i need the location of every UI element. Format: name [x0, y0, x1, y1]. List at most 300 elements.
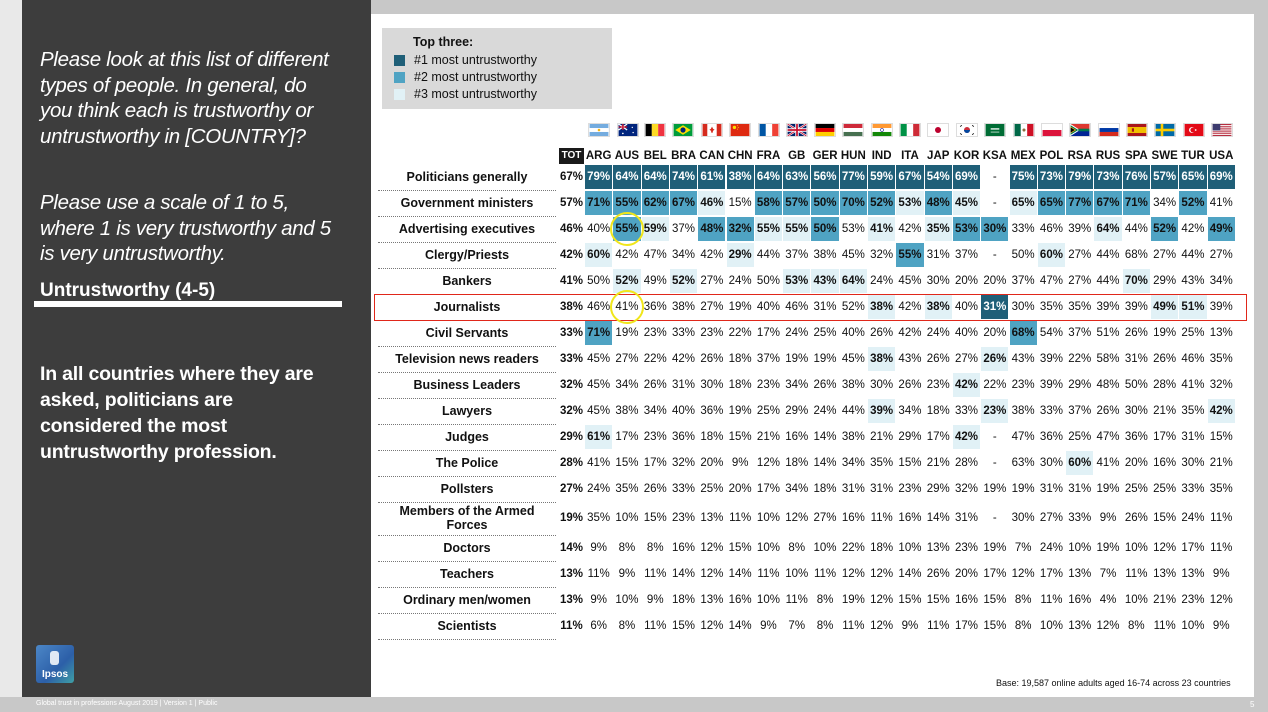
table-cell: 18% [728, 353, 752, 365]
table-cell: 15% [1209, 431, 1233, 443]
table-cell: 44% [1096, 275, 1120, 287]
table-cell: 31% [870, 483, 894, 495]
row-label: Bankers [442, 274, 492, 288]
table-cell: 32% [559, 379, 584, 391]
table-cell: 20% [700, 457, 724, 469]
table-cell: 31% [841, 483, 865, 495]
table-cell: 11% [644, 568, 667, 580]
table-cell: 8% [1014, 594, 1032, 606]
table-cell: 23% [1181, 594, 1205, 606]
table-cell: 27% [1068, 275, 1092, 287]
table-cell: 45% [841, 249, 865, 261]
table-cell: 26% [926, 353, 950, 365]
table-cell: 32% [870, 249, 894, 261]
table-cell: 17% [983, 568, 1007, 580]
table-cell: 20% [1124, 457, 1148, 469]
table-cell: 43% [1181, 275, 1205, 287]
table-cell: 39% [1209, 301, 1233, 313]
table-cell: 41% [1096, 457, 1120, 469]
table-cell: 32% [1209, 379, 1233, 391]
table-cell: 70% [840, 191, 867, 215]
table-cell: 30% [700, 379, 724, 391]
column-header-mex: MEX [1010, 150, 1036, 162]
table-cell: 52% [841, 301, 865, 313]
scale-text: Please use a scale of 1 to 5, where 1 is very trustworthy and 5 is very untrustworthy. [40, 191, 331, 265]
table-cell: 23% [1011, 379, 1035, 391]
table-cell: 60% [1066, 451, 1093, 475]
table-cell: 9% [646, 594, 664, 606]
table-cell: 27% [1068, 249, 1092, 261]
table-cell: 46% [1181, 353, 1205, 365]
table-cell: 67% [1094, 191, 1121, 215]
row-label: Judges [445, 430, 489, 444]
table-cell: 44% [1096, 249, 1120, 261]
table-cell: 42% [559, 249, 584, 261]
table-cell: 8% [1014, 620, 1032, 632]
table-cell: 67% [559, 171, 584, 183]
table-cell: 14% [926, 512, 950, 524]
table-cell: 40% [955, 327, 979, 339]
table-cell: 8% [788, 542, 806, 554]
table-cell: 12% [756, 457, 780, 469]
table-cell: 38% [615, 405, 639, 417]
table-cell: 18% [785, 457, 809, 469]
table-cell: 45% [898, 275, 922, 287]
column-header-bel: BEL [643, 150, 667, 162]
table-cell: 13% [700, 594, 724, 606]
table-cell: 11% [813, 568, 837, 580]
table-cell: 10% [1039, 620, 1063, 632]
table-cell: 21% [926, 457, 950, 469]
row-label: Clergy/Priests [424, 248, 510, 262]
table-cell: 25% [700, 483, 724, 495]
table-cell: 15% [926, 594, 950, 606]
table-cell: 36% [1124, 431, 1148, 443]
table-cell: 25% [756, 405, 780, 417]
highlight-circle [610, 212, 644, 246]
summary-text: In all countries where they are asked, politicians are considered the most untrustworthy profession. [40, 363, 314, 463]
table-cell: 77% [1066, 191, 1093, 215]
table-cell: 19% [983, 483, 1007, 495]
table-cell: 28% [559, 457, 584, 469]
table-cell: 19% [1153, 327, 1177, 339]
table-cell: - [992, 249, 997, 261]
table-cell: 48% [925, 191, 952, 215]
table-cell: 12% [1096, 620, 1120, 632]
table-cell: 42% [898, 223, 922, 235]
table-cell: 12% [785, 512, 809, 524]
table-cell: 49% [1208, 217, 1235, 241]
table-cell: 15% [672, 620, 696, 632]
table-cell: 13% [559, 568, 584, 580]
table-cell: 30% [1011, 512, 1035, 524]
column-header-spa: SPA [1124, 150, 1148, 162]
table-cell: 33% [955, 405, 979, 417]
table-cell: 60% [1038, 243, 1065, 267]
table-cell: 38% [868, 347, 895, 371]
table-cell: 14% [728, 568, 752, 580]
table-cell: 29% [1153, 275, 1177, 287]
table-cell: 8% [816, 620, 834, 632]
table-cell: 10% [785, 568, 809, 580]
column-header-tur: TUR [1181, 150, 1205, 162]
table-cell: 11% [842, 620, 865, 632]
table-cell: 35% [870, 457, 894, 469]
table-cell: 15% [615, 457, 639, 469]
table-cell: 33% [672, 327, 696, 339]
table-cell: 10% [1124, 542, 1148, 554]
table-cell: 33% [672, 483, 696, 495]
table-cell: 11% [785, 594, 808, 606]
footer-text: Global trust in professions August 2019 | Version 1 | Public [36, 700, 218, 707]
table-cell: 26% [700, 353, 724, 365]
table-cell: 12% [1153, 542, 1177, 554]
table-cell: 13% [559, 594, 584, 606]
table-cell: 48% [1096, 379, 1120, 391]
table-cell: 15% [898, 594, 922, 606]
table-cell: 35% [1068, 301, 1092, 313]
table-cell: 11% [1210, 512, 1233, 524]
table-cell: 22% [983, 379, 1007, 391]
table-cell: 10% [1181, 620, 1205, 632]
table-cell: 34% [615, 379, 639, 391]
table-cell: 34% [785, 483, 809, 495]
table-cell: 50% [1011, 249, 1035, 261]
table-cell: 28% [1153, 379, 1177, 391]
table-cell: 26% [643, 483, 667, 495]
table-cell: 52% [868, 191, 895, 215]
column-header-hun: HUN [840, 150, 866, 162]
table-cell: 57% [559, 197, 584, 209]
table-cell: 45% [841, 353, 865, 365]
table-cell: 45% [587, 405, 611, 417]
table-cell: 38% [727, 165, 754, 189]
table-cell: 15% [983, 594, 1007, 606]
table-cell: 24% [587, 483, 611, 495]
table-cell: 11% [1040, 594, 1063, 606]
table-cell: 14% [813, 457, 837, 469]
table-cell: 8% [618, 620, 636, 632]
table-cell: 35% [587, 512, 611, 524]
table-cell: 37% [785, 249, 809, 261]
table-cell: 42% [700, 249, 724, 261]
legend-label: #3 most untrustworthy [414, 87, 537, 101]
table-cell: 45% [953, 191, 980, 215]
table-cell: 12% [700, 542, 724, 554]
table-cell: 38% [813, 249, 837, 261]
base-note: Base: 19,587 online adults aged 16-74 across 23 countries [996, 678, 1231, 688]
table-cell: 31% [1181, 431, 1205, 443]
table-cell: 25% [1153, 483, 1177, 495]
table-cell: 27% [559, 483, 584, 495]
table-cell: 46% [587, 301, 611, 313]
table-cell: 26% [1124, 512, 1148, 524]
table-cell: 11% [870, 512, 893, 524]
table-cell: 13% [1209, 327, 1233, 339]
table-cell: 7% [788, 620, 806, 632]
row-label: Civil Servants [425, 326, 509, 340]
table-cell: 47% [643, 249, 667, 261]
table-cell: 21% [1153, 405, 1177, 417]
table-cell: 19% [983, 542, 1007, 554]
table-cell: 11% [644, 620, 667, 632]
table-cell: 23% [672, 512, 696, 524]
table-cell: 35% [1209, 483, 1233, 495]
table-cell: 16% [672, 542, 696, 554]
table-cell: 42% [898, 327, 922, 339]
table-cell: 15% [983, 620, 1007, 632]
table-cell: 20% [955, 568, 979, 580]
table-cell: 8% [816, 594, 834, 606]
table-cell: 70% [1123, 269, 1150, 293]
table-cell: 16% [955, 594, 979, 606]
table-cell: 21% [1209, 457, 1233, 469]
table-cell: 12% [870, 594, 894, 606]
table-cell: 26% [981, 347, 1008, 371]
table-cell: 30% [870, 379, 894, 391]
table-cell: 37% [756, 353, 780, 365]
table-cell: 10% [756, 512, 780, 524]
table-cell: 13% [700, 512, 724, 524]
table-cell: 21% [870, 431, 894, 443]
table-cell: 40% [587, 223, 611, 235]
table-cell: 12% [870, 568, 894, 580]
table-cell: 15% [728, 197, 752, 209]
table-cell: 56% [811, 165, 838, 189]
table-cell: 13% [1181, 568, 1205, 580]
table-cell: 9% [1212, 568, 1230, 580]
table-cell: 39% [1039, 379, 1063, 391]
table-cell: 44% [756, 249, 780, 261]
table-cell: 14% [559, 542, 584, 554]
table-cell: 8% [618, 542, 636, 554]
table-cell: 51% [1179, 295, 1206, 319]
table-cell: 57% [783, 191, 810, 215]
table-cell: 9% [618, 568, 636, 580]
table-cell: 16% [1153, 457, 1177, 469]
table-cell: 12% [700, 568, 724, 580]
table-cell: 22% [643, 353, 667, 365]
table-cell: 43% [898, 353, 922, 365]
table-cell: 11% [927, 620, 950, 632]
table-cell: 14% [728, 620, 752, 632]
table-cell: 65% [1179, 165, 1206, 189]
table-cell: 39% [1068, 223, 1092, 235]
table-cell: 42% [898, 301, 922, 313]
table-cell: 10% [898, 542, 922, 554]
table-cell: 12% [1011, 568, 1035, 580]
table-cell: 29% [1068, 379, 1092, 391]
table-cell: 35% [615, 483, 639, 495]
table-cell: 24% [813, 405, 837, 417]
table-cell: 10% [615, 594, 639, 606]
table-cell: 57% [1151, 165, 1178, 189]
table-cell: 23% [926, 379, 950, 391]
table-cell: 11% [1125, 568, 1148, 580]
table-cell: 46% [559, 223, 584, 235]
table-cell: 19% [841, 594, 865, 606]
table-cell: 9% [590, 594, 607, 606]
table-cell: 34% [1209, 275, 1233, 287]
row-divider [378, 639, 556, 640]
table-cell: 21% [756, 431, 780, 443]
table-cell: 13% [1068, 620, 1092, 632]
table-cell: 37% [955, 249, 979, 261]
table-cell: 25% [813, 327, 837, 339]
table-cell: 41% [868, 217, 895, 241]
table-cell: 15% [1153, 512, 1177, 524]
table-cell: 50% [1124, 379, 1148, 391]
table-cell: 50% [587, 275, 611, 287]
table-cell: 19% [1096, 542, 1120, 554]
row-label: Ordinary men/women [403, 593, 531, 607]
table-cell: 68% [1124, 249, 1148, 261]
column-header-bra: BRA [671, 150, 696, 162]
table-cell: 53% [896, 191, 923, 215]
row-label: Scientists [437, 619, 497, 633]
table-cell: 52% [670, 269, 697, 293]
table-cell: 31% [1068, 483, 1092, 495]
table-cell: 67% [896, 165, 923, 189]
table-cell: 18% [672, 594, 696, 606]
table-cell: 4% [1099, 594, 1117, 606]
table-cell: 19% [785, 353, 809, 365]
table-cell: 39% [1124, 301, 1148, 313]
table-cell: 22% [728, 327, 752, 339]
table-cell: 26% [643, 379, 667, 391]
table-cell: 29% [926, 483, 950, 495]
table-cell: 10% [813, 542, 837, 554]
table-cell: 44% [841, 405, 865, 417]
table-cell: 19% [813, 353, 837, 365]
table-cell: 27% [813, 512, 837, 524]
table-cell: 35% [1209, 353, 1233, 365]
table-cell: 9% [1212, 620, 1230, 632]
table-cell: 30% [1039, 457, 1063, 469]
table-cell: 16% [898, 512, 922, 524]
table-cell: 26% [1124, 327, 1148, 339]
table-cell: 43% [811, 269, 838, 293]
table-cell: 46% [698, 191, 725, 215]
table-cell: 9% [901, 620, 919, 632]
table-cell: 41% [1209, 197, 1233, 209]
table-cell: 11% [1210, 542, 1233, 554]
table-cell: 11% [729, 512, 752, 524]
table-cell: 64% [642, 165, 669, 189]
row-label: Television news readers [395, 352, 539, 366]
table-cell: 52% [613, 269, 640, 293]
table-cell: 64% [755, 165, 782, 189]
row-label: Politicians generally [406, 170, 528, 184]
column-header-jap: JAP [927, 150, 950, 162]
table-cell: 17% [643, 457, 667, 469]
table-cell: 19% [728, 405, 752, 417]
table-cell: 64% [840, 269, 867, 293]
column-header-pol: POL [1039, 150, 1064, 162]
table-cell: 17% [756, 327, 780, 339]
column-header-fra: FRA [756, 150, 781, 162]
table-cell: 21% [1153, 594, 1177, 606]
table-cell: 18% [813, 483, 837, 495]
table-cell: 34% [1153, 197, 1177, 209]
table-cell: 76% [1123, 165, 1150, 189]
table-cell: 16% [785, 431, 809, 443]
table-cell: 30% [1124, 405, 1148, 417]
table-cell: 73% [1094, 165, 1121, 189]
table-cell: 43% [1011, 353, 1035, 365]
table-cell: 55% [755, 217, 782, 241]
table-cell: 23% [643, 327, 667, 339]
table-cell: 23% [955, 542, 979, 554]
table-cell: 16% [841, 512, 865, 524]
table-cell: 17% [615, 431, 639, 443]
table-cell: 31% [955, 512, 979, 524]
table-cell: 27% [700, 301, 724, 313]
table-cell: 75% [1010, 165, 1037, 189]
table-cell: 10% [756, 542, 780, 554]
table-cell: 53% [953, 217, 980, 241]
table-cell: 24% [1181, 512, 1205, 524]
column-header-swe: SWE [1151, 150, 1178, 162]
table-cell: 63% [1011, 457, 1035, 469]
table-cell: 41% [615, 301, 639, 313]
column-header-can: CAN [699, 150, 725, 162]
table-cell: - [992, 512, 997, 524]
table-cell: 16% [1068, 594, 1092, 606]
table-cell: 17% [955, 620, 979, 632]
table-cell: 35% [1181, 405, 1205, 417]
table-cell: 14% [672, 568, 696, 580]
table-cell: 22% [841, 542, 865, 554]
table-cell: - [992, 457, 997, 469]
table-cell: 40% [672, 405, 696, 417]
table-cell: 38% [672, 301, 696, 313]
table-cell: 24% [1039, 542, 1063, 554]
table-cell: 33% [559, 327, 584, 339]
table-cell: 19% [559, 512, 584, 524]
table-cell: 52% [1179, 191, 1206, 215]
table-cell: 27% [700, 275, 724, 287]
table-cell: 31% [981, 295, 1008, 319]
table-cell: 41% [1181, 379, 1205, 391]
table-cell: 37% [1068, 405, 1092, 417]
table-cell: 63% [783, 165, 810, 189]
table-cell: 20% [983, 327, 1007, 339]
table-cell: 18% [870, 542, 894, 554]
table-cell: 29% [785, 405, 809, 417]
table-cell: 67% [670, 191, 697, 215]
table-cell: 15% [898, 457, 922, 469]
table-cell: 32% [727, 217, 754, 241]
table-cell: 17% [1153, 431, 1177, 443]
table-cell: 38% [841, 431, 865, 443]
ipsos-logo-text: Ipsos [41, 669, 69, 680]
table-cell: 45% [587, 379, 611, 391]
table-cell: 34% [643, 405, 667, 417]
column-header-ksa: KSA [982, 150, 1007, 162]
table-cell: 36% [700, 405, 724, 417]
table-cell: 54% [1039, 327, 1063, 339]
table-cell: 20% [728, 483, 752, 495]
table-cell: 15% [728, 542, 752, 554]
table-cell: 27% [955, 353, 979, 365]
table-cell: 15% [728, 431, 752, 443]
table-cell: 42% [615, 249, 639, 261]
table-cell: 45% [587, 353, 611, 365]
column-header-kor: KOR [953, 150, 980, 162]
table-cell: 12% [841, 568, 865, 580]
table-cell: 10% [1068, 542, 1092, 554]
